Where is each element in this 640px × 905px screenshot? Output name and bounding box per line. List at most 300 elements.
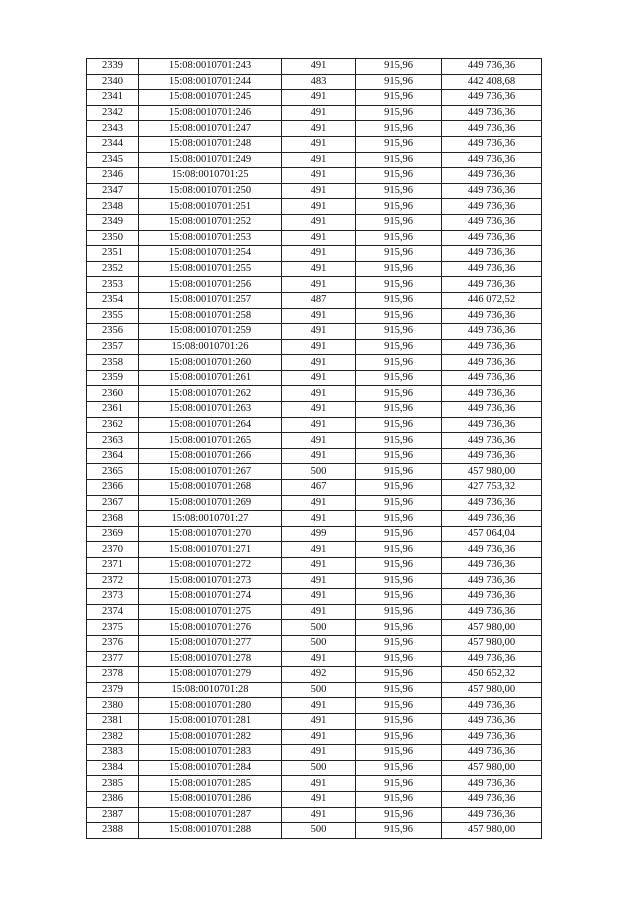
rate-cell: 915,96 xyxy=(356,791,442,807)
cadastral-number-cell: 15:08:0010701:273 xyxy=(139,573,282,589)
rate-cell: 915,96 xyxy=(356,308,442,324)
cadastral-number-cell: 15:08:0010701:269 xyxy=(139,495,282,511)
area-cell: 491 xyxy=(282,308,356,324)
row-number-cell: 2379 xyxy=(87,682,139,698)
value-cell: 449 736,36 xyxy=(442,214,542,230)
area-cell: 467 xyxy=(282,480,356,496)
cadastral-number-cell: 15:08:0010701:286 xyxy=(139,791,282,807)
area-cell: 491 xyxy=(282,121,356,137)
table-row xyxy=(87,230,542,246)
rate-cell: 915,96 xyxy=(356,74,442,90)
value-cell: 449 736,36 xyxy=(442,370,542,386)
area-cell: 500 xyxy=(282,635,356,651)
cadastral-number-cell: 15:08:0010701:260 xyxy=(139,355,282,371)
cadastral-number-cell: 15:08:0010701:268 xyxy=(139,480,282,496)
row-number-cell: 2368 xyxy=(87,511,139,527)
value-cell: 449 736,36 xyxy=(442,776,542,792)
cadastral-number-cell: 15:08:0010701:250 xyxy=(139,183,282,199)
row-number-cell: 2366 xyxy=(87,480,139,496)
row-number-cell: 2354 xyxy=(87,292,139,308)
table-row xyxy=(87,199,542,215)
rate-cell: 915,96 xyxy=(356,713,442,729)
rate-cell: 915,96 xyxy=(356,635,442,651)
value-cell: 449 736,36 xyxy=(442,542,542,558)
row-number-cell: 2369 xyxy=(87,526,139,542)
rate-cell: 915,96 xyxy=(356,324,442,340)
rate-cell: 915,96 xyxy=(356,152,442,168)
value-cell: 449 736,36 xyxy=(442,807,542,823)
rate-cell: 915,96 xyxy=(356,402,442,418)
cadastral-number-cell: 15:08:0010701:284 xyxy=(139,760,282,776)
area-cell: 492 xyxy=(282,667,356,683)
table-row xyxy=(87,246,542,262)
cadastral-number-cell: 15:08:0010701:264 xyxy=(139,417,282,433)
rate-cell: 915,96 xyxy=(356,511,442,527)
rate-cell: 915,96 xyxy=(356,589,442,605)
table-row xyxy=(87,417,542,433)
row-number-cell: 2388 xyxy=(87,823,139,839)
cadastral-number-cell: 15:08:0010701:27 xyxy=(139,511,282,527)
area-cell: 491 xyxy=(282,433,356,449)
rate-cell: 915,96 xyxy=(356,760,442,776)
table-row xyxy=(87,292,542,308)
table-row xyxy=(87,745,542,761)
cadastral-number-cell: 15:08:0010701:257 xyxy=(139,292,282,308)
rate-cell: 915,96 xyxy=(356,604,442,620)
table-row xyxy=(87,402,542,418)
area-cell: 491 xyxy=(282,277,356,293)
rate-cell: 915,96 xyxy=(356,59,442,75)
table-row xyxy=(87,791,542,807)
cadastral-number-cell: 15:08:0010701:281 xyxy=(139,713,282,729)
value-cell: 449 736,36 xyxy=(442,495,542,511)
cadastral-number-cell: 15:08:0010701:251 xyxy=(139,199,282,215)
cadastral-number-cell: 15:08:0010701:282 xyxy=(139,729,282,745)
table-row xyxy=(87,339,542,355)
area-cell: 491 xyxy=(282,495,356,511)
table-row xyxy=(87,511,542,527)
value-cell: 449 736,36 xyxy=(442,121,542,137)
row-number-cell: 2339 xyxy=(87,59,139,75)
table-row xyxy=(87,589,542,605)
value-cell: 449 736,36 xyxy=(442,791,542,807)
area-cell: 491 xyxy=(282,199,356,215)
rate-cell: 915,96 xyxy=(356,495,442,511)
cadastral-number-cell: 15:08:0010701:266 xyxy=(139,448,282,464)
table-row xyxy=(87,682,542,698)
row-number-cell: 2376 xyxy=(87,635,139,651)
table-row xyxy=(87,433,542,449)
rate-cell: 915,96 xyxy=(356,339,442,355)
cadastral-number-cell: 15:08:0010701:25 xyxy=(139,168,282,184)
cadastral-number-cell: 15:08:0010701:285 xyxy=(139,776,282,792)
area-cell: 491 xyxy=(282,698,356,714)
table-row xyxy=(87,760,542,776)
cadastral-number-cell: 15:08:0010701:248 xyxy=(139,136,282,152)
cadastral-number-cell: 15:08:0010701:256 xyxy=(139,277,282,293)
value-cell: 449 736,36 xyxy=(442,105,542,121)
row-number-cell: 2387 xyxy=(87,807,139,823)
row-number-cell: 2377 xyxy=(87,651,139,667)
table-row xyxy=(87,324,542,340)
table-row xyxy=(87,526,542,542)
rate-cell: 915,96 xyxy=(356,464,442,480)
row-number-cell: 2381 xyxy=(87,713,139,729)
cadastral-number-cell: 15:08:0010701:252 xyxy=(139,214,282,230)
area-cell: 500 xyxy=(282,620,356,636)
value-cell: 457 980,00 xyxy=(442,464,542,480)
rate-cell: 915,96 xyxy=(356,667,442,683)
rate-cell: 915,96 xyxy=(356,230,442,246)
area-cell: 491 xyxy=(282,90,356,106)
cadastral-number-cell: 15:08:0010701:261 xyxy=(139,370,282,386)
cadastral-number-cell: 15:08:0010701:243 xyxy=(139,59,282,75)
area-cell: 491 xyxy=(282,214,356,230)
area-cell: 491 xyxy=(282,651,356,667)
rate-cell: 915,96 xyxy=(356,386,442,402)
cadastral-number-cell: 15:08:0010701:274 xyxy=(139,589,282,605)
area-cell: 491 xyxy=(282,729,356,745)
rate-cell: 915,96 xyxy=(356,729,442,745)
value-cell: 450 652,32 xyxy=(442,667,542,683)
row-number-cell: 2347 xyxy=(87,183,139,199)
rate-cell: 915,96 xyxy=(356,526,442,542)
row-number-cell: 2348 xyxy=(87,199,139,215)
cadastral-number-cell: 15:08:0010701:258 xyxy=(139,308,282,324)
area-cell: 491 xyxy=(282,604,356,620)
value-cell: 449 736,36 xyxy=(442,511,542,527)
rate-cell: 915,96 xyxy=(356,573,442,589)
area-cell: 500 xyxy=(282,682,356,698)
area-cell: 500 xyxy=(282,823,356,839)
rate-cell: 915,96 xyxy=(356,620,442,636)
value-cell: 449 736,36 xyxy=(442,651,542,667)
cadastral-number-cell: 15:08:0010701:287 xyxy=(139,807,282,823)
cadastral-number-cell: 15:08:0010701:263 xyxy=(139,402,282,418)
table-row xyxy=(87,698,542,714)
cadastral-number-cell: 15:08:0010701:249 xyxy=(139,152,282,168)
rate-cell: 915,96 xyxy=(356,558,442,574)
area-cell: 491 xyxy=(282,713,356,729)
area-cell: 491 xyxy=(282,152,356,168)
rate-cell: 915,96 xyxy=(356,199,442,215)
table-row xyxy=(87,386,542,402)
rate-cell: 915,96 xyxy=(356,90,442,106)
table-row xyxy=(87,495,542,511)
value-cell: 449 736,36 xyxy=(442,199,542,215)
area-cell: 491 xyxy=(282,168,356,184)
table-row xyxy=(87,635,542,651)
value-cell: 427 753,32 xyxy=(442,480,542,496)
row-number-cell: 2384 xyxy=(87,760,139,776)
value-cell: 449 736,36 xyxy=(442,261,542,277)
area-cell: 491 xyxy=(282,105,356,121)
rate-cell: 915,96 xyxy=(356,433,442,449)
row-number-cell: 2372 xyxy=(87,573,139,589)
row-number-cell: 2365 xyxy=(87,464,139,480)
area-cell: 483 xyxy=(282,74,356,90)
cadastral-number-cell: 15:08:0010701:267 xyxy=(139,464,282,480)
row-number-cell: 2349 xyxy=(87,214,139,230)
row-number-cell: 2373 xyxy=(87,589,139,605)
value-cell: 449 736,36 xyxy=(442,230,542,246)
table-row xyxy=(87,713,542,729)
row-number-cell: 2359 xyxy=(87,370,139,386)
value-cell: 449 736,36 xyxy=(442,183,542,199)
rate-cell: 915,96 xyxy=(356,823,442,839)
row-number-cell: 2370 xyxy=(87,542,139,558)
rate-cell: 915,96 xyxy=(356,370,442,386)
row-number-cell: 2341 xyxy=(87,90,139,106)
value-cell: 449 736,36 xyxy=(442,246,542,262)
table-row xyxy=(87,558,542,574)
cadastral-number-cell: 15:08:0010701:247 xyxy=(139,121,282,137)
table-row xyxy=(87,776,542,792)
value-cell: 449 736,36 xyxy=(442,745,542,761)
value-cell: 449 736,36 xyxy=(442,308,542,324)
table-row xyxy=(87,152,542,168)
land-plot-table xyxy=(86,58,542,839)
value-cell: 449 736,36 xyxy=(442,417,542,433)
table-row xyxy=(87,308,542,324)
table-row xyxy=(87,667,542,683)
area-cell: 500 xyxy=(282,760,356,776)
value-cell: 449 736,36 xyxy=(442,152,542,168)
area-cell: 491 xyxy=(282,370,356,386)
row-number-cell: 2383 xyxy=(87,745,139,761)
area-cell: 491 xyxy=(282,745,356,761)
row-number-cell: 2346 xyxy=(87,168,139,184)
rate-cell: 915,96 xyxy=(356,417,442,433)
value-cell: 457 980,00 xyxy=(442,635,542,651)
value-cell: 457 064,04 xyxy=(442,526,542,542)
row-number-cell: 2382 xyxy=(87,729,139,745)
rate-cell: 915,96 xyxy=(356,448,442,464)
value-cell: 449 736,36 xyxy=(442,59,542,75)
cadastral-number-cell: 15:08:0010701:278 xyxy=(139,651,282,667)
rate-cell: 915,96 xyxy=(356,542,442,558)
rate-cell: 915,96 xyxy=(356,651,442,667)
rate-cell: 915,96 xyxy=(356,745,442,761)
cadastral-number-cell: 15:08:0010701:246 xyxy=(139,105,282,121)
cadastral-number-cell: 15:08:0010701:270 xyxy=(139,526,282,542)
table-row xyxy=(87,277,542,293)
rate-cell: 915,96 xyxy=(356,121,442,137)
value-cell: 457 980,00 xyxy=(442,682,542,698)
cadastral-number-cell: 15:08:0010701:255 xyxy=(139,261,282,277)
rate-cell: 915,96 xyxy=(356,292,442,308)
value-cell: 442 408,68 xyxy=(442,74,542,90)
cadastral-number-cell: 15:08:0010701:277 xyxy=(139,635,282,651)
rate-cell: 915,96 xyxy=(356,355,442,371)
cadastral-number-cell: 15:08:0010701:28 xyxy=(139,682,282,698)
cadastral-number-cell: 15:08:0010701:259 xyxy=(139,324,282,340)
area-cell: 491 xyxy=(282,324,356,340)
area-cell: 491 xyxy=(282,386,356,402)
area-cell: 499 xyxy=(282,526,356,542)
cadastral-number-cell: 15:08:0010701:272 xyxy=(139,558,282,574)
rate-cell: 915,96 xyxy=(356,698,442,714)
table-row xyxy=(87,168,542,184)
cadastral-number-cell: 15:08:0010701:262 xyxy=(139,386,282,402)
value-cell: 446 072,52 xyxy=(442,292,542,308)
table-row xyxy=(87,261,542,277)
area-cell: 487 xyxy=(282,292,356,308)
value-cell: 449 736,36 xyxy=(442,168,542,184)
table-row xyxy=(87,90,542,106)
row-number-cell: 2361 xyxy=(87,402,139,418)
cadastral-number-cell: 15:08:0010701:254 xyxy=(139,246,282,262)
row-number-cell: 2342 xyxy=(87,105,139,121)
value-cell: 457 980,00 xyxy=(442,620,542,636)
rate-cell: 915,96 xyxy=(356,261,442,277)
row-number-cell: 2343 xyxy=(87,121,139,137)
row-number-cell: 2375 xyxy=(87,620,139,636)
value-cell: 449 736,36 xyxy=(442,433,542,449)
rate-cell: 915,96 xyxy=(356,682,442,698)
table-body xyxy=(87,59,542,839)
table-row xyxy=(87,105,542,121)
value-cell: 449 736,36 xyxy=(442,339,542,355)
area-cell: 491 xyxy=(282,136,356,152)
value-cell: 449 736,36 xyxy=(442,324,542,340)
table-row xyxy=(87,807,542,823)
row-number-cell: 2385 xyxy=(87,776,139,792)
row-number-cell: 2364 xyxy=(87,448,139,464)
area-cell: 491 xyxy=(282,776,356,792)
rate-cell: 915,96 xyxy=(356,183,442,199)
area-cell: 491 xyxy=(282,511,356,527)
table-row xyxy=(87,573,542,589)
table-row xyxy=(87,542,542,558)
table-row xyxy=(87,214,542,230)
rate-cell: 915,96 xyxy=(356,246,442,262)
row-number-cell: 2367 xyxy=(87,495,139,511)
area-cell: 491 xyxy=(282,573,356,589)
table-row xyxy=(87,121,542,137)
area-cell: 491 xyxy=(282,542,356,558)
area-cell: 491 xyxy=(282,59,356,75)
value-cell: 457 980,00 xyxy=(442,760,542,776)
value-cell: 449 736,36 xyxy=(442,698,542,714)
row-number-cell: 2344 xyxy=(87,136,139,152)
value-cell: 449 736,36 xyxy=(442,589,542,605)
row-number-cell: 2356 xyxy=(87,324,139,340)
row-number-cell: 2374 xyxy=(87,604,139,620)
table-row xyxy=(87,183,542,199)
value-cell: 457 980,00 xyxy=(442,823,542,839)
table-row xyxy=(87,480,542,496)
row-number-cell: 2360 xyxy=(87,386,139,402)
row-number-cell: 2378 xyxy=(87,667,139,683)
cadastral-number-cell: 15:08:0010701:245 xyxy=(139,90,282,106)
value-cell: 449 736,36 xyxy=(442,277,542,293)
cadastral-number-cell: 15:08:0010701:279 xyxy=(139,667,282,683)
area-cell: 491 xyxy=(282,558,356,574)
cadastral-number-cell: 15:08:0010701:280 xyxy=(139,698,282,714)
table-row xyxy=(87,59,542,75)
value-cell: 449 736,36 xyxy=(442,713,542,729)
table-row xyxy=(87,729,542,745)
area-cell: 491 xyxy=(282,417,356,433)
table-row xyxy=(87,651,542,667)
cadastral-number-cell: 15:08:0010701:276 xyxy=(139,620,282,636)
table-row xyxy=(87,464,542,480)
table-row xyxy=(87,136,542,152)
row-number-cell: 2353 xyxy=(87,277,139,293)
area-cell: 491 xyxy=(282,230,356,246)
area-cell: 491 xyxy=(282,807,356,823)
rate-cell: 915,96 xyxy=(356,136,442,152)
row-number-cell: 2371 xyxy=(87,558,139,574)
rate-cell: 915,96 xyxy=(356,105,442,121)
cadastral-number-cell: 15:08:0010701:275 xyxy=(139,604,282,620)
value-cell: 449 736,36 xyxy=(442,558,542,574)
value-cell: 449 736,36 xyxy=(442,573,542,589)
row-number-cell: 2352 xyxy=(87,261,139,277)
table-row xyxy=(87,74,542,90)
row-number-cell: 2363 xyxy=(87,433,139,449)
rate-cell: 915,96 xyxy=(356,277,442,293)
rate-cell: 915,96 xyxy=(356,214,442,230)
rate-cell: 915,96 xyxy=(356,776,442,792)
area-cell: 491 xyxy=(282,183,356,199)
row-number-cell: 2355 xyxy=(87,308,139,324)
area-cell: 491 xyxy=(282,355,356,371)
area-cell: 491 xyxy=(282,339,356,355)
rate-cell: 915,96 xyxy=(356,807,442,823)
row-number-cell: 2386 xyxy=(87,791,139,807)
value-cell: 449 736,36 xyxy=(442,355,542,371)
row-number-cell: 2362 xyxy=(87,417,139,433)
row-number-cell: 2350 xyxy=(87,230,139,246)
cadastral-number-cell: 15:08:0010701:253 xyxy=(139,230,282,246)
cadastral-number-cell: 15:08:0010701:271 xyxy=(139,542,282,558)
cadastral-number-cell: 15:08:0010701:26 xyxy=(139,339,282,355)
table-row xyxy=(87,448,542,464)
table-row xyxy=(87,620,542,636)
cadastral-number-cell: 15:08:0010701:244 xyxy=(139,74,282,90)
area-cell: 491 xyxy=(282,791,356,807)
rate-cell: 915,96 xyxy=(356,480,442,496)
value-cell: 449 736,36 xyxy=(442,448,542,464)
row-number-cell: 2380 xyxy=(87,698,139,714)
value-cell: 449 736,36 xyxy=(442,386,542,402)
area-cell: 500 xyxy=(282,464,356,480)
area-cell: 491 xyxy=(282,589,356,605)
row-number-cell: 2358 xyxy=(87,355,139,371)
row-number-cell: 2357 xyxy=(87,339,139,355)
table-row xyxy=(87,370,542,386)
cadastral-number-cell: 15:08:0010701:288 xyxy=(139,823,282,839)
value-cell: 449 736,36 xyxy=(442,90,542,106)
value-cell: 449 736,36 xyxy=(442,729,542,745)
value-cell: 449 736,36 xyxy=(442,402,542,418)
area-cell: 491 xyxy=(282,246,356,262)
area-cell: 491 xyxy=(282,448,356,464)
cadastral-number-cell: 15:08:0010701:265 xyxy=(139,433,282,449)
row-number-cell: 2345 xyxy=(87,152,139,168)
row-number-cell: 2340 xyxy=(87,74,139,90)
cadastral-number-cell: 15:08:0010701:283 xyxy=(139,745,282,761)
value-cell: 449 736,36 xyxy=(442,136,542,152)
row-number-cell: 2351 xyxy=(87,246,139,262)
table-row xyxy=(87,823,542,839)
table-row xyxy=(87,604,542,620)
table-row xyxy=(87,355,542,371)
area-cell: 491 xyxy=(282,402,356,418)
value-cell: 449 736,36 xyxy=(442,604,542,620)
